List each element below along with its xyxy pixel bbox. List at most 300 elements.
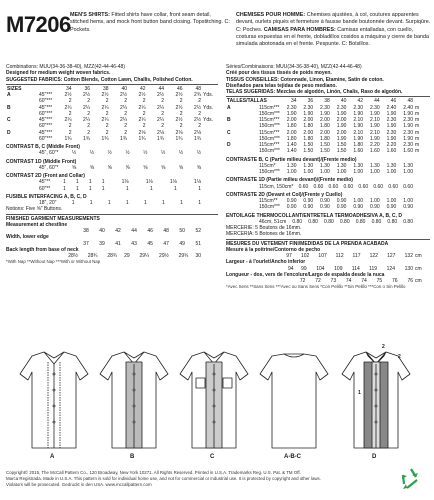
amount-cell: 1.40	[286, 148, 297, 155]
fabric-width: 115cm, 150cm*	[259, 183, 294, 190]
view-c-label: C	[210, 454, 215, 460]
mesures-heading: MESURES DU VÊTEMENT FINI/MEDIDAS DE LA PRENDA ACABADA	[226, 240, 389, 247]
contraste-1d-table	[226, 184, 430, 190]
header	[6, 6, 431, 60]
measure-cell: 72	[315, 278, 321, 284]
measure-cell: 76	[407, 278, 413, 284]
amount-cell: 2	[68, 110, 72, 117]
poitrine-measurement-label: Mesure à la poitrine/Contorno de pecho	[226, 246, 321, 253]
amount-cell: 2½	[175, 104, 183, 111]
amount-cell: 1.80	[320, 123, 330, 130]
amount-cell: 1.50	[303, 148, 314, 155]
measure-cell: 28¾	[107, 253, 118, 259]
amount-cell: 2	[179, 98, 183, 105]
view-letter: A	[227, 104, 231, 111]
amount-cell: 1.90	[386, 135, 397, 142]
amount-cell: 2	[179, 110, 183, 117]
amount-cell: 0.80	[308, 218, 318, 225]
amount-cell: 2	[124, 123, 127, 130]
size-cell: 34	[65, 85, 72, 92]
amount-cell: 1.90	[369, 123, 380, 130]
measure-cell: 47	[163, 240, 169, 247]
contrast-2d-table	[6, 179, 218, 192]
amount-cell: 0.90	[320, 198, 330, 204]
size-cell: 36	[307, 98, 314, 105]
view-letter	[6, 165, 38, 171]
amount-cell: ⅝	[178, 164, 184, 171]
amount-cell: 1	[75, 179, 79, 186]
measure-cell: 28¾	[87, 253, 98, 259]
description-english	[70, 12, 230, 34]
amount-cell: 2.40	[386, 104, 397, 111]
view-letter: C	[227, 129, 231, 136]
amount-cell: 1¾	[157, 135, 164, 142]
size-cell: 46	[390, 98, 397, 105]
measure-cell: 122	[369, 253, 378, 259]
amount-cell: 2.30	[403, 129, 413, 136]
combinations: Combinations: MUU(34-36-38-40), MZZ(42-44-46-48)	[6, 64, 125, 70]
unit	[414, 169, 430, 175]
fabric-width: 60"**	[39, 185, 51, 192]
size-cell: 48	[195, 85, 201, 92]
contrast-2-marker: 2	[398, 354, 401, 360]
chest-measurement-label: Measurement at chestline	[6, 221, 68, 228]
contrast-1d-row	[6, 165, 218, 171]
view-b-drawing	[100, 352, 168, 448]
amount-cell: 1.90	[353, 123, 364, 130]
fabric-width: 18", 20"	[39, 200, 57, 206]
size-cell: 40	[340, 98, 347, 105]
amount-cell: 2	[124, 98, 127, 105]
largeur-measurement-label: Largeur - à l'ourlet/Ancho inferior	[226, 259, 306, 266]
tissus-conseilles: TISSUS CONSEILLÉS: Cotonnade, Linon, Etamine, Satin de coton.	[226, 76, 384, 83]
measure-cell: 28½	[68, 253, 78, 259]
fabric-width: 45"***	[39, 92, 53, 98]
view-letter	[6, 136, 38, 142]
unit: m	[415, 104, 420, 111]
fabric-width: 115cm***	[259, 104, 280, 111]
amount-cell: 2⅛	[138, 129, 146, 136]
amount-cell: 0.60	[358, 183, 369, 190]
measure-cell: 112	[335, 253, 344, 259]
amount-cell: 1.00	[336, 169, 347, 175]
unit: m	[415, 129, 420, 136]
measure-cell: 39	[99, 240, 105, 247]
measure-cell: 29¾	[178, 253, 189, 259]
amount-cell: 2¼	[157, 117, 164, 123]
amount-cell: 0.90	[303, 204, 314, 211]
amount-cell: 2¼	[157, 104, 164, 111]
amount-cell: 2.10	[369, 129, 380, 136]
amount-cell: 2	[87, 110, 90, 117]
amount-cell: 0.90	[286, 198, 297, 204]
amount-cell: 2¼	[138, 104, 146, 111]
amount-cell: 1.90	[386, 110, 397, 117]
view-letter	[6, 150, 38, 156]
sens-note: *Avec Sens **Sans Sens ***Avec ou Sans Sens *Con Pelillo **Sin Pelillo ***Con o Sin Pelillo	[226, 284, 406, 290]
amount-cell: 2.30	[320, 104, 330, 111]
fabric-width: 60"***	[39, 123, 53, 130]
merceria: MERCERIA: 5 Botones de 16mm.	[226, 231, 302, 238]
amount-cell: 1.30	[336, 162, 347, 169]
amount-cell: 1	[101, 179, 105, 186]
yardage-row	[6, 136, 218, 142]
view-letter	[226, 169, 258, 175]
amount-cell: 1	[149, 185, 153, 192]
unit: Yds.	[203, 104, 214, 111]
amount-cell: 1	[71, 200, 75, 206]
text-english: Fitted shirts have collar, front seam detail, stitched hems, and mock front button band closing. Topstitching. C: Pockets.	[70, 12, 230, 33]
unit: cm	[415, 278, 422, 284]
view-b-label: B	[130, 454, 135, 460]
amount-cell: 1.90	[336, 110, 347, 117]
amount-cell: 2	[161, 123, 164, 130]
contraste-b-row	[226, 169, 430, 175]
measure-cell: 94	[287, 265, 294, 272]
disenados: Diseñados para telas tejidas de peso mediano.	[226, 82, 337, 89]
amount-cell: 0.90	[286, 204, 297, 211]
fabric-width: 45", 60"*	[39, 164, 59, 171]
fabric-width: 115cm*	[259, 162, 276, 169]
amount-cell: 2.10	[353, 117, 364, 123]
amount-cell: 2½	[101, 92, 109, 98]
measure-cell: 38	[83, 228, 89, 234]
amount-cell: 2.30	[336, 104, 347, 111]
finished-measurements-heading: FINISHED GARMENT MEASUREMENTS	[6, 215, 100, 222]
amount-cell: 1¾	[83, 135, 90, 142]
amount-cell: 1⅛	[169, 179, 177, 186]
contraste-2d-row	[226, 204, 430, 210]
amount-cell: 2	[68, 129, 72, 136]
fabric-width: 46cm, 51cm	[259, 218, 287, 225]
amount-cell: ⅝	[196, 164, 201, 171]
measure-cell: 97	[286, 253, 292, 259]
amount-cell: 1	[143, 200, 147, 206]
amount-cell: 0.90	[336, 204, 347, 211]
size-cell: 38	[102, 85, 109, 92]
amount-cell: 2¼	[83, 117, 90, 123]
view-abc-back-drawing	[260, 354, 328, 448]
amount-cell: 2.20	[369, 142, 380, 148]
sizes-label: SIZES	[7, 85, 22, 92]
metrage-table	[226, 98, 430, 154]
contrast-b-row	[6, 150, 218, 156]
amount-cell: 1	[75, 185, 79, 192]
fabric-width: 150cm***	[259, 169, 280, 175]
amount-cell: 2½	[175, 92, 183, 98]
measure-cell: 41	[115, 240, 121, 247]
amount-cell: 1.30	[303, 162, 314, 169]
measure-cell: 30	[195, 253, 201, 259]
notions: Notions: Five ⅝" Buttons.	[6, 206, 63, 213]
measure-cell: 50	[179, 228, 185, 234]
contrast-1-marker: 1	[358, 390, 361, 396]
contrast-1d-table	[6, 165, 218, 171]
amount-cell: ½	[89, 150, 95, 157]
amount-cell: 2.00	[303, 117, 314, 123]
amount-cell: 2	[198, 110, 201, 117]
yardage-table	[6, 86, 218, 142]
amount-cell: 2½	[194, 117, 201, 123]
size-cell: 44	[158, 85, 164, 92]
contrast-2d-heading: CONTRAST 2D (Front and Collar)	[6, 173, 85, 179]
view-letter: D	[227, 142, 231, 148]
amount-cell: 1.30	[286, 162, 297, 169]
amount-cell: 1	[63, 185, 66, 192]
amount-cell: 2½	[138, 92, 146, 98]
amount-cell: 2.30	[286, 104, 297, 111]
amount-cell: ½	[72, 150, 77, 157]
shirt-drawings	[6, 350, 428, 468]
contrast-1d-heading: CONTRAST 1D (Middle Front)	[6, 158, 77, 165]
text-french: Chemises ajustées, à col, coutures apparentes devant, ourlets piqués et fermeture à fausse bande boutonnée devant. Surpiqûre. C: Poches.	[236, 12, 431, 33]
measure-cell: 37	[83, 240, 89, 247]
size-cell: 38	[324, 98, 330, 105]
contrast-b-heading: CONTRAST B, C (Middle Front)	[6, 144, 80, 150]
amount-cell: 1.30	[403, 162, 413, 169]
amount-cell: 2.00	[320, 117, 330, 123]
measure-cell: 44	[131, 228, 137, 234]
view-letter	[226, 204, 258, 210]
amount-cell: 0.60	[298, 183, 309, 190]
amount-cell: 1	[198, 200, 201, 206]
amount-cell: 1.00	[320, 169, 330, 175]
amount-cell: 1.00	[369, 169, 380, 175]
amount-cell: 1¾	[138, 135, 146, 142]
measure-cell: 102	[300, 253, 310, 259]
amount-cell: 2¾	[194, 92, 201, 98]
unit: cm	[415, 253, 422, 259]
amount-cell: 0.80	[371, 218, 382, 225]
amount-cell: 2.00	[336, 129, 347, 136]
amount-cell: 2.00	[336, 117, 347, 123]
amount-cell: 2½	[175, 117, 183, 123]
amount-cell: 1.90	[353, 135, 364, 142]
fabric-width: 60"***	[39, 98, 53, 105]
measure-cell: 74	[345, 278, 352, 284]
amount-cell: 0.60	[373, 183, 384, 190]
french-spanish-column	[226, 64, 430, 290]
amount-cell: 1.80	[353, 142, 364, 148]
measure-cell: 72	[299, 278, 306, 284]
amount-cell: 0.90	[303, 198, 314, 204]
title-spanish: CAMISAS PARA HOMBRES:	[263, 26, 336, 33]
measure-cell: 40	[99, 228, 105, 234]
measure-cell: 49	[179, 240, 185, 247]
measure-cell: 117	[352, 253, 361, 259]
amount-cell: 1.50	[336, 148, 347, 155]
width-lower-edge-label: Width, lower edge	[6, 234, 49, 241]
suggested-fabrics: SUGGESTED FABRICS: Cotton Blends, Cotton Lawn, Challis, Polished Cotton.	[6, 76, 193, 83]
divider	[6, 214, 218, 215]
legal-line: Violators will be prosecuted. Gedruckt in den USA. www.mccallpattern.com	[6, 482, 152, 488]
amount-cell: ⅝	[125, 164, 130, 171]
contraste-1d-heading: CONTRASTE 1D (Partie milieu devant)/(Frente medio)	[226, 177, 353, 184]
text-spanish: Camisas entalladas, con cuello, costuras expuestas en el frente, dobladillos cosidos a máquina y cierre de banda simulada abotonada en el frente. Pespunte. C: Bolsillos.	[236, 26, 429, 48]
fabric-width: 115cm***	[259, 117, 280, 123]
amount-cell: 1.90	[386, 123, 397, 130]
amount-cell: ½	[125, 150, 130, 157]
amount-cell: ½	[178, 150, 184, 157]
amount-cell: 2¼	[120, 117, 127, 123]
amount-cell: 2	[142, 110, 146, 117]
amount-cell: 1	[88, 185, 92, 192]
fabric-width: 45"***	[39, 104, 53, 111]
amount-cell: 2	[105, 98, 109, 105]
view-c-drawing	[180, 352, 248, 448]
measure-cell: 74	[361, 278, 367, 284]
amount-cell: 1.50	[320, 148, 330, 155]
description-french-spanish	[236, 12, 434, 48]
fabric-width: 45"***	[39, 117, 53, 123]
view-letter: B	[227, 117, 231, 123]
amount-cell: 2.30	[369, 104, 380, 111]
amount-cell: 1.80	[320, 135, 330, 142]
copyright-line: Copyright© 2015, The McCall Pattern Co., 120 Broadway, New York 10271. All Rights Reserved. Printed in U.S.A. Trademarks Reg. U.S. Pat. & TM Off.	[6, 470, 301, 475]
measure-cell: 109	[334, 265, 343, 272]
measure-cell: 52	[195, 228, 201, 234]
amount-cell: 2	[87, 129, 90, 136]
fabric-width: 115cm***	[259, 142, 280, 148]
amount-cell: 2¼	[64, 104, 72, 111]
amount-cell: 1.50	[320, 142, 330, 148]
amount-cell: ⅝	[89, 164, 95, 171]
amount-cell: 2½	[83, 92, 90, 98]
amount-cell: 2.30	[403, 142, 413, 148]
amount-cell: 2.30	[353, 104, 364, 111]
divider	[6, 84, 218, 85]
fabric-width: 60"***	[39, 110, 53, 117]
fabric-width: 150cm***	[259, 148, 280, 155]
amount-cell: 1.00	[353, 169, 364, 175]
amount-cell: 1.90	[369, 110, 380, 117]
fabric-width: 45", 60"*	[39, 150, 59, 157]
amount-cell: 0.80	[324, 218, 334, 225]
unit	[202, 136, 218, 142]
measure-cell: 76	[391, 278, 398, 284]
size-cell: 36	[84, 85, 90, 92]
amount-cell: ½	[143, 150, 148, 157]
amount-cell: 1.40	[286, 142, 297, 148]
amount-cell: ⅝	[72, 164, 77, 171]
title-english: MEN'S SHIRTS:	[70, 12, 110, 18]
tallas-label: TALLES/TALLAS	[227, 98, 267, 105]
amount-cell: 2¼	[120, 104, 127, 111]
amount-cell: 0.90	[403, 204, 413, 211]
amount-cell: 0.60	[388, 183, 399, 190]
amount-cell: 2¼	[83, 104, 90, 111]
amount-cell: 1.90	[286, 110, 297, 117]
amount-cell: 1⅛	[194, 179, 201, 186]
unit: m	[415, 135, 420, 142]
amount-cell: 0.80	[292, 218, 303, 225]
view-letter: D	[7, 129, 11, 136]
amount-cell: 2	[161, 110, 164, 117]
amount-cell: 1.80	[286, 135, 297, 142]
amount-cell: ⅝	[107, 164, 112, 171]
amount-cell: 1	[89, 200, 93, 206]
amount-cell: 1	[162, 200, 165, 206]
amount-cell: 1	[180, 200, 183, 206]
amount-cell: 2.00	[286, 129, 297, 136]
amount-cell: 1	[107, 200, 111, 206]
amount-cell: 2	[105, 129, 109, 136]
amount-cell: 0.60	[343, 183, 354, 190]
view-a-label: A	[50, 454, 55, 460]
amount-cell: 2.20	[386, 142, 397, 148]
size-cell: 40	[121, 85, 127, 92]
contraste-1d-row	[226, 184, 430, 190]
unit: Yds.	[203, 117, 214, 123]
amount-cell: 2½	[157, 92, 164, 98]
amount-cell: 1	[101, 185, 105, 192]
amount-cell: 0.80	[387, 218, 398, 225]
amount-cell: 2	[105, 123, 109, 130]
amount-cell: 1⅛	[121, 179, 129, 186]
amount-cell: 1.80	[303, 123, 314, 130]
unit: m	[415, 117, 420, 123]
fabric-width: 45"**	[39, 179, 51, 186]
amount-cell: ½	[196, 150, 201, 157]
unit	[414, 204, 430, 210]
fabric-width: 60"***	[39, 135, 53, 142]
amount-cell: 1¾	[175, 135, 183, 142]
amount-cell: 1.90	[369, 135, 380, 142]
amount-cell: 1.90	[403, 110, 413, 117]
amount-cell: 2.40	[403, 104, 413, 111]
fabric-width: 115cm***	[259, 129, 280, 136]
unit: cm	[415, 265, 422, 272]
amount-cell: 2½	[64, 92, 72, 98]
amount-cell: 2.10	[353, 129, 364, 136]
contraste-b-heading: CONTRASTE B, C (Partie milieu devant)/(Frente medio)	[226, 156, 357, 163]
measure-cell: 43	[131, 240, 137, 247]
measure-cell: 73	[330, 278, 337, 284]
amount-cell: 1¾	[64, 135, 72, 142]
amount-cell: 1.00	[403, 169, 413, 175]
size-cell: 44	[374, 98, 380, 105]
amount-cell: 1¾	[101, 135, 109, 142]
amount-cell: 2	[87, 123, 90, 130]
contraste-b-table	[226, 163, 430, 176]
divider	[226, 239, 430, 240]
fabric-width: 150cm***	[259, 204, 280, 211]
amount-cell: ⅝	[143, 164, 148, 171]
amount-cell: 2⅛	[157, 129, 164, 136]
unit: m	[415, 123, 420, 130]
pattern-number: M7206	[6, 12, 71, 37]
view-d-drawing	[342, 352, 410, 448]
amount-cell: 0.60	[328, 183, 339, 190]
size-cell: 34	[290, 98, 297, 105]
designed-for: Designed for medium weight woven fabrics.	[6, 70, 111, 77]
longueur-measurement-label: Longueur - dos, vers de l'encolure/Largo de espalda desde la nuca	[226, 271, 385, 278]
back-length-label: Back length from base of neck	[6, 246, 79, 253]
contrast-b-table	[6, 150, 218, 156]
amount-cell: 2.30	[386, 129, 397, 136]
measure-cell: 45	[147, 240, 153, 247]
telas-sugeridas: TELAS SUGERIDAS: Mezclas de algodón, Linón, Chalís, Raso de algodón.	[226, 89, 403, 95]
unit	[414, 184, 430, 190]
amount-cell: 1.60	[353, 148, 364, 155]
amount-cell: 2	[124, 110, 127, 117]
amount-cell: 0.80	[339, 218, 350, 225]
measure-cell: 104	[316, 265, 325, 272]
trademark-line: Marca Registrada. Made in U.S.A. This pattern is sold for individual home use, and not for commercial or industrial use. It is protected by copyright and other laws.	[6, 476, 321, 482]
amount-cell: 1¾	[120, 135, 127, 142]
amount-cell: 0.90	[369, 204, 380, 211]
amount-cell: 1¾	[194, 135, 201, 142]
